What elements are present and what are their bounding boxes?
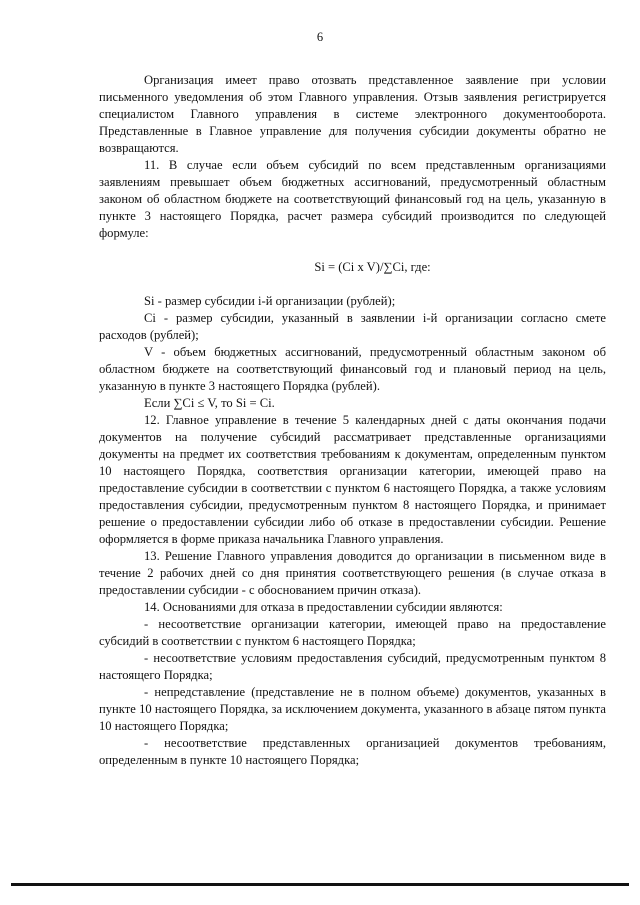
refusal-ground-2: - несоответствие условиям предоставления субсидий, предусмотренным пунктом 8 настоящего Порядка;	[99, 651, 606, 682]
refusal-ground-1: - несоответствие организации категории, имеющей право на предоставление субсидий в соответствии с пунктом 6 настоящего Порядка;	[99, 617, 606, 648]
paragraph-12: 12. Главное управление в течение 5 календарных дней с даты окончания подачи документов на получение субсидий рассматривает представленные организациями документы на предмет их соответствия требованиям к документам, определенным пунктом 10 настоящего Порядка, соответствия организации категории, имеющей право на предоставление субсидии в соответствии с пунктом 6 настоящего Порядка, а также условиям предоставления субсидии, предусмотренным пунктом 8 настоящего Порядка, и принимает решение о предоставлении субсидии либо об отказе в предоставлении субсидии. Решение оформляется в форме приказа начальника Главного управления.	[99, 413, 606, 546]
bottom-border-line	[11, 883, 629, 886]
refusal-ground-4: - несоответствие представленных организацией документов требованиям, определенным в пункте 10 настоящего Порядка;	[99, 736, 606, 767]
page-number: 6	[316, 30, 324, 44]
definition-v: V - объем бюджетных ассигнований, предусмотренный областным законом об областном бюджете на соответствующий финансовый год и плановый период на цель, указанную в пункте 3 настоящего Порядка (рублей).	[99, 345, 606, 393]
subsidy-formula: Si = (Ci x V)/∑Ci, где:	[314, 260, 431, 274]
refusal-ground-3: - непредставление (представление не в полном объеме) документов, указанных в пункте 10 настоящего Порядка, за исключением документа, указанного в абзаце пятом пункта 10 настоящего Порядка;	[99, 685, 606, 733]
condition-sum: Если ∑Ci ≤ V, то Si = Ci.	[144, 396, 275, 410]
definition-ci: Ci - размер субсидии, указанный в заявлении i-й организации согласно смете расходов (рублей);	[99, 311, 606, 342]
document-body	[99, 72, 606, 769]
paragraph-11: 11. В случае если объем субсидий по всем представленным организациями заявлениям превышает объем бюджетных ассигнований, предусмотренный областным законом об областном бюджете на соответствующий финансовый год на цель, указанную в пункте 3 настоящего Порядка, расчет размера субсидий производится по следующей формуле:	[99, 158, 606, 240]
paragraph-13: 13. Решение Главного управления доводится до организации в письменном виде в течение 2 рабочих дней со дня принятия соответствующего решения (в случае отказа в предоставлении субсидии - с обоснованием причин отказа).	[99, 549, 606, 597]
definition-si: Si - размер субсидии i-й организации (рублей);	[144, 294, 396, 308]
paragraph-withdrawal: Организация имеет право отозвать представленное заявление при условии письменного уведомления об этом Главного управления. Отзыв заявления регистрируется специалистом Главного управления в системе электронного документооборота. Представленные в Главное управление для получения субсидии документы обратно не возвращаются.	[99, 73, 606, 155]
paragraph-14: 14. Основаниями для отказа в предоставлении субсидии являются:	[144, 600, 503, 614]
